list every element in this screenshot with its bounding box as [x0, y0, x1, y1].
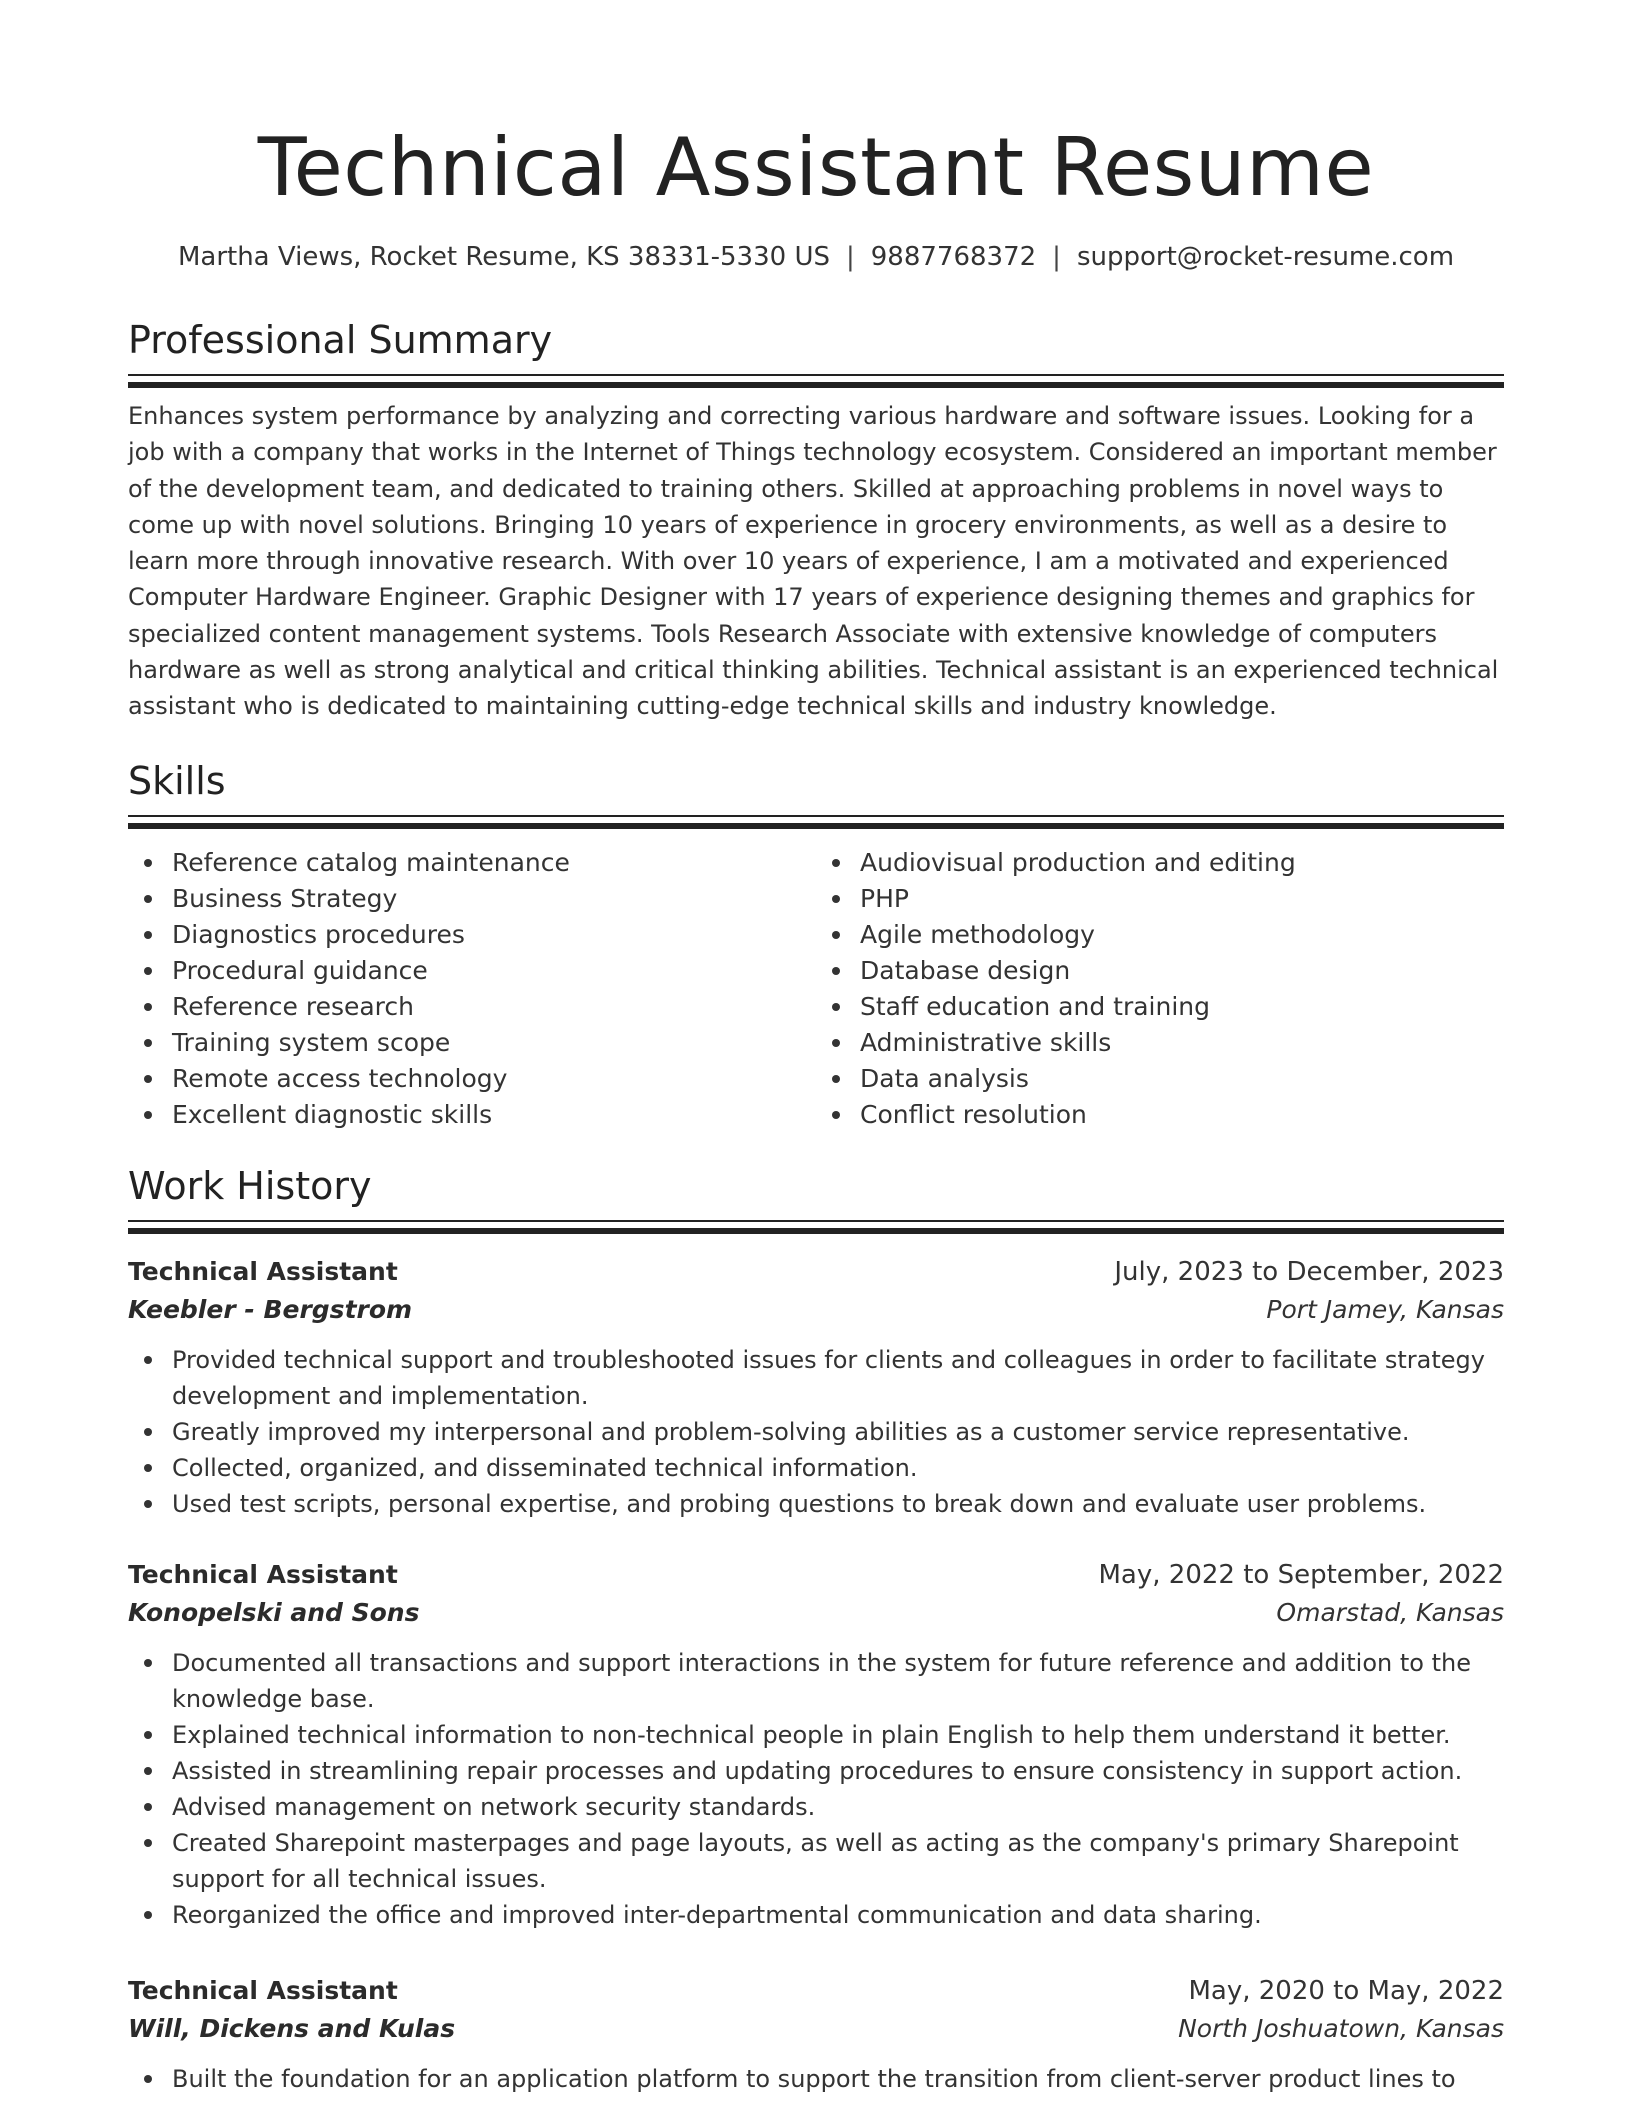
job-header [128, 1973, 1504, 2009]
skills-list-right [816, 845, 1504, 1133]
section-divider [128, 815, 1504, 831]
skill-item: Procedural guidance [172, 953, 816, 989]
skill-item: Reference catalog maintenance [172, 845, 816, 881]
section-divider [128, 1220, 1504, 1236]
job-bullets [128, 2061, 1504, 2097]
summary-text: Enhances system performance by analyzing and correcting various hardware and software issues. Looking for a job with a company that works in the Internet of Things technology ecosystem. Considered an important member of the development team, and dedicated to training others. Skilled at approaching problems in novel ways to come up with novel solutions. Bringing 10 years of experience in grocery environments, as well as a desire to learn more through innovative research. With over 10 years of experience, I am a motivated and experienced Computer Hardware Engineer. Graphic Designer with 17 years of experience designing themes and graphics for specialized content management systems. Tools Research Associate with extensive knowledge of computers hardware as well as strong analytical and critical thinking abilities. Technical assistant is an experienced technical assistant who is dedicated to maintaining cutting-edge technical skills and industry knowledge. [128, 402, 1499, 721]
job-entry [128, 1973, 1504, 2097]
job-bullet: Created Sharepoint masterpages and page layouts, as well as acting as the company's primary Sharepoint support for all technical issues. [172, 1825, 1504, 1897]
section-divider [128, 374, 1504, 390]
skill-item: Administrative skills [860, 1025, 1504, 1061]
job-bullet: Assisted in streamlining repair processes and updating procedures to ensure consistency in support action. [172, 1753, 1504, 1789]
job-title: Technical Assistant [128, 1976, 398, 2005]
work-history-heading: Work History [128, 1164, 372, 1208]
summary-heading: Professional Summary [128, 318, 553, 362]
job-bullet: Explained technical information to non-technical people in plain English to help them understand it better. [172, 1717, 1504, 1753]
job-bullet: Collected, organized, and disseminated technical information. [172, 1450, 1504, 1486]
job-company: Will, Dickens and Kulas [128, 2014, 456, 2043]
job-header [128, 1557, 1504, 1593]
contact-address: Martha Views, Rocket Resume, KS 38331-5330 US [177, 242, 830, 272]
skill-item: Agile methodology [860, 917, 1504, 953]
job-bullets [128, 1645, 1504, 1933]
job-company: Konopelski and Sons [128, 1598, 420, 1627]
summary-section [128, 316, 1504, 725]
job-entry [128, 1557, 1504, 1933]
job-subheader [128, 1593, 1504, 1633]
contact-email: support@rocket-resume.com [1076, 242, 1455, 272]
skill-item: Staff education and training [860, 989, 1504, 1025]
job-entry [128, 1254, 1504, 1522]
job-bullet: Built the foundation for an application platform to support the transition from client-server product lines to [172, 2061, 1504, 2097]
job-bullet: Provided technical support and troubleshooted issues for clients and colleagues in order to facilitate strategy development and implementation. [172, 1342, 1504, 1414]
contact-phone: 9887768372 [870, 242, 1037, 272]
job-subheader [128, 2009, 1504, 2049]
job-dates: May, 2020 to May, 2022 [1188, 1976, 1504, 2006]
job-bullet: Reorganized the office and improved inter-departmental communication and data sharing. [172, 1897, 1504, 1933]
work-history-section [128, 1162, 1504, 1236]
skills-grid [128, 845, 1504, 1133]
skills-heading: Skills [128, 759, 226, 803]
job-dates: July, 2023 to December, 2023 [1114, 1257, 1504, 1287]
job-location: Port Jamey, Kansas [1266, 1295, 1504, 1324]
job-title: Technical Assistant [128, 1560, 398, 1589]
job-bullet: Greatly improved my interpersonal and problem-solving abilities as a customer service representative. [172, 1414, 1504, 1450]
contact-line [128, 240, 1504, 274]
skills-section [128, 757, 1504, 1133]
skill-item: Data analysis [860, 1061, 1504, 1097]
skill-item: Remote access technology [172, 1061, 816, 1097]
skill-item: PHP [860, 881, 1504, 917]
job-location: North Joshuatown, Kansas [1178, 2014, 1504, 2043]
skill-item: Excellent diagnostic skills [172, 1097, 816, 1133]
job-dates: May, 2022 to September, 2022 [1098, 1560, 1504, 1590]
page-title: Technical Assistant Resume [257, 121, 1375, 214]
skill-item: Diagnostics procedures [172, 917, 816, 953]
skill-item: Database design [860, 953, 1504, 989]
skill-item: Audiovisual production and editing [860, 845, 1504, 881]
skill-item: Conflict resolution [860, 1097, 1504, 1133]
job-bullet: Documented all transactions and support interactions in the system for future reference and addition to the knowledge base. [172, 1645, 1504, 1717]
job-bullets [128, 1342, 1504, 1522]
job-header [128, 1254, 1504, 1290]
skill-item: Reference research [172, 989, 816, 1025]
job-bullet: Used test scripts, personal expertise, and probing questions to break down and evaluate user problems. [172, 1486, 1504, 1522]
job-title: Technical Assistant [128, 1257, 398, 1286]
contact-separator: | [845, 242, 855, 272]
job-subheader [128, 1290, 1504, 1330]
skill-item: Business Strategy [172, 881, 816, 917]
skill-item: Training system scope [172, 1025, 816, 1061]
job-location: Omarstad, Kansas [1276, 1598, 1504, 1627]
job-company: Keebler - Bergstrom [128, 1295, 413, 1324]
skills-list-left [128, 845, 816, 1133]
contact-separator: | [1052, 242, 1061, 272]
job-bullet: Advised management on network security standards. [172, 1789, 1504, 1825]
